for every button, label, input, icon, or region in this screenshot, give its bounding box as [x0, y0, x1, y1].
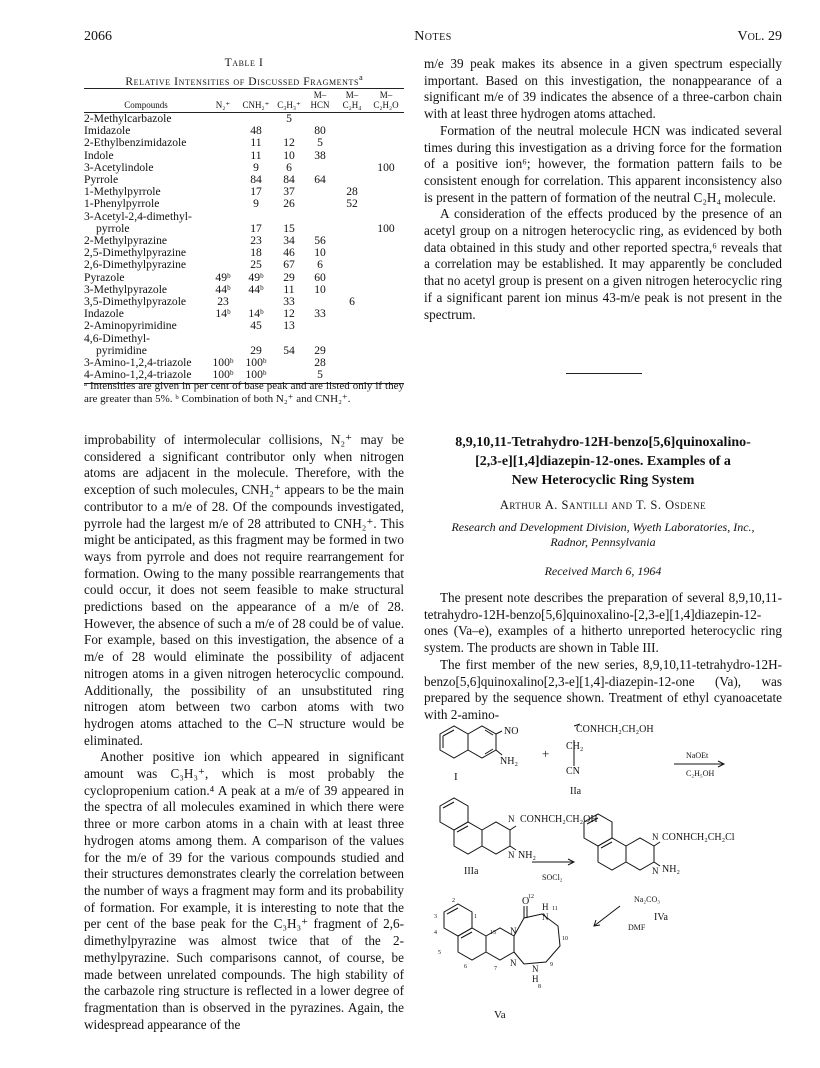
intensity-cell	[238, 211, 274, 223]
svg-text:N: N	[510, 958, 517, 968]
svg-text:8: 8	[538, 984, 541, 990]
compound-name: 2-Aminopyrimidine	[84, 319, 177, 333]
table-header-top: M–	[336, 89, 368, 101]
naphthalene-structure-I	[440, 726, 502, 758]
svg-text:CONHCH₂CH₂OH: CONHCH₂CH₂OH	[520, 814, 598, 825]
intensity-cell	[208, 259, 238, 271]
intensity-cell	[208, 113, 238, 126]
intensity-cell	[368, 345, 404, 357]
intensity-cell: 80	[314, 124, 326, 138]
svg-text:H: H	[532, 974, 539, 984]
intensity-cell: 100ᵇ	[245, 356, 267, 370]
intensity-cell	[368, 125, 404, 137]
intensity-cell: 6	[317, 258, 323, 272]
intensity-cell: 5	[304, 369, 336, 384]
intensity-cell: 49ᵇ	[248, 270, 264, 284]
intensity-cell	[368, 211, 404, 223]
svg-text:6: 6	[464, 964, 467, 970]
article-affiliation: Research and Development Division, Wyeth Laboratories, Inc., Radnor, Pennsylvania	[451, 520, 755, 549]
intensity-cell: 13	[283, 319, 295, 333]
table-row	[84, 150, 404, 162]
intensity-cell	[336, 308, 368, 320]
svg-text:1: 1	[474, 914, 477, 920]
intensity-cell	[274, 211, 304, 223]
intensity-cell: 9	[253, 197, 259, 211]
intensity-cell: 100	[377, 221, 395, 235]
compound-name: Pyrazole	[84, 270, 125, 284]
table-header-top: M–	[304, 89, 336, 101]
svg-text:12: 12	[528, 894, 534, 900]
fragments-table	[84, 88, 404, 384]
paragraph: A consideration of the effects produced by the presence of an acetyl group on a nitrogen heterocyclic ring, as evidenced by both data obtained in this study and other reported spectra,⁶ reveals that a correlation may be established. It may apparently be concluded that no acetyl group is present on a given nitrogen heterocyclic ring if a significant parent ion minus 43-m/e peak is not present in the spectrum.	[424, 206, 782, 322]
intensity-cell: 10	[314, 282, 326, 296]
table-header-cell: Compounds	[84, 101, 208, 113]
compound-name: 3-Methylpyrazole	[84, 282, 168, 296]
left-column-text	[84, 432, 404, 1033]
intensity-cell	[304, 186, 336, 198]
intensity-cell	[368, 150, 404, 162]
intensity-cell: 5	[317, 136, 323, 150]
intensity-cell: 6	[349, 295, 355, 309]
table-row	[84, 320, 404, 332]
intensity-cell: 14ᵇ	[215, 307, 231, 321]
compound-name: 3-Acetyl-2,4-dimethyl-	[84, 209, 192, 223]
compound-name: 2-Methylcarbazole	[84, 112, 172, 125]
table-header-cell: N₂⁺	[208, 101, 238, 113]
intensity-cell	[368, 284, 404, 296]
intensity-cell	[336, 357, 368, 369]
intensity-cell	[208, 186, 238, 198]
intensity-cell: 29	[250, 343, 262, 357]
reaction-scheme	[424, 722, 784, 1062]
intensity-cell: 49ᵇ	[215, 270, 231, 284]
intensity-cell: 11	[283, 282, 295, 296]
table-footnote: ᵃ Intensities are given in per cent of base peak and are listed only if they are greater than 5%. ᵇ Combination of both N₂⁺ and CNH₂⁺.	[84, 380, 404, 405]
paragraph: The first member of the new series, 8,9,10,11-tetrahydro-12H-benzo[5,6]quinoxalino[2,3-e][1,4]-diazepin-12-one (Va), was prepared by the sequence shown. Treatment of ethyl cyanoacetate with 2-amino-	[424, 656, 782, 722]
intensity-cell: 56	[314, 234, 326, 248]
intensity-cell	[336, 247, 368, 259]
table-header-cell: HCN	[304, 101, 336, 113]
compound-name: 1-Methylpyrrole	[84, 185, 161, 199]
intensity-cell	[336, 235, 368, 247]
table-header-cell: CNH₂⁺	[238, 101, 274, 113]
svg-text:NO: NO	[504, 726, 519, 737]
table-header-top	[208, 89, 238, 101]
intensity-cell: 33	[314, 307, 326, 321]
table-row	[84, 296, 404, 308]
table-header-top	[84, 89, 208, 101]
svg-text:N: N	[510, 926, 517, 936]
intensity-cell: 14ᵇ	[248, 307, 264, 321]
paragraph: Formation of the neutral molecule HCN was indicated several times during this investigation as a driving force for the formation of a positive ion⁶; however, the formation pattern fails to be consistent enough for correlation. This apparent inconsistency also is present in the pattern of formation of the neutral C₂H₄ molecule.	[424, 122, 782, 205]
intensity-cell	[304, 198, 336, 210]
svg-text:H: H	[542, 902, 549, 912]
svg-text:NH₂: NH₂	[662, 864, 680, 875]
intensity-cell	[208, 247, 238, 259]
intensity-cell: 84	[250, 173, 262, 187]
intensity-cell: 25	[250, 258, 262, 272]
intensity-cell: 28	[346, 185, 358, 199]
svg-text:SOCl₂: SOCl₂	[542, 873, 563, 882]
intensity-cell: 29	[283, 270, 295, 284]
intensity-cell: 64	[314, 173, 326, 187]
intensity-cell	[336, 162, 368, 174]
intensity-cell: 5	[286, 112, 292, 125]
paragraph: The present note describes the preparation of several 8,9,10,11-tetrahydro-12H-benzo[5,6]quinoxalino-[2,3-e][1,4]diazepin-12-ones (Va–e), examples of a hitherto unreported heterocyclic ring system. The products are shown in Table III.	[424, 590, 782, 656]
intensity-cell: 100	[377, 160, 395, 174]
svg-text:2: 2	[452, 898, 455, 904]
intensity-cell: 48	[250, 124, 262, 138]
right-column-text	[424, 56, 782, 323]
svg-text:CONHCH₂CH₂Cl: CONHCH₂CH₂Cl	[662, 832, 735, 843]
svg-text:IIa: IIa	[570, 786, 582, 797]
compound-name: 4-Amino-1,2,4-triazole	[84, 369, 208, 384]
svg-text:IVa: IVa	[654, 912, 668, 923]
intensity-cell: 52	[346, 197, 358, 211]
intensity-cell: 100ᵇ	[208, 369, 238, 384]
quinoxaline-structure-IIIa	[440, 798, 516, 854]
intensity-cell	[336, 333, 368, 345]
intensity-cell	[208, 162, 238, 174]
table-row	[84, 113, 404, 126]
table-header-top	[274, 89, 304, 101]
svg-text:+: +	[542, 746, 550, 761]
svg-text:N: N	[652, 866, 659, 876]
intensity-cell	[368, 357, 404, 369]
intensity-cell	[368, 259, 404, 271]
svg-text:11: 11	[552, 906, 558, 912]
intensity-cell	[336, 259, 368, 271]
intensity-cell	[336, 345, 368, 357]
compound-name: 2-Methylpyrazine	[84, 234, 168, 248]
intensity-cell: 26	[283, 197, 295, 211]
compound-name: Indole	[84, 148, 114, 162]
compound-name: pyrimidine	[96, 343, 147, 357]
intensity-cell: 12	[283, 136, 295, 150]
svg-text:N: N	[508, 850, 515, 860]
svg-text:I: I	[454, 771, 458, 783]
intensity-cell	[368, 113, 404, 126]
compound-name: 4,6-Dimethyl-	[84, 331, 151, 345]
intensity-cell: 44ᵇ	[248, 282, 264, 296]
compound-name: Pyrrole	[84, 173, 119, 187]
svg-text:Na₂CO₃: Na₂CO₃	[634, 895, 661, 904]
table-header-cell: C₃H₃⁺	[274, 101, 304, 113]
svg-text:C₂H₅OH: C₂H₅OH	[686, 769, 715, 778]
received-date: Received March 6, 1964	[544, 564, 662, 578]
svg-text:13: 13	[490, 930, 496, 936]
article-title: 8,9,10,11-Tetrahydro-12H-benzo[5,6]quinoxalino- [2,3-e][1,4]diazepin-12-ones. Examples of a New Heterocyclic Ring System	[455, 435, 751, 488]
svg-text:CONHCH₂CH₂OH: CONHCH₂CH₂OH	[576, 724, 654, 735]
table-row	[84, 137, 404, 149]
intensity-cell	[208, 223, 238, 235]
intensity-cell: 45	[250, 319, 262, 333]
intensity-cell: 17	[250, 185, 262, 199]
intensity-cell	[368, 333, 404, 345]
intensity-cell	[368, 247, 404, 259]
intensity-cell	[208, 235, 238, 247]
table-caption: Relative Intensities of Discussed Fragments$^a$	[125, 73, 363, 88]
intensity-cell: 11	[250, 136, 262, 150]
table-row	[84, 198, 404, 210]
intensity-cell	[304, 320, 336, 332]
table-number: Table I	[224, 57, 264, 69]
compound-name: 3-Amino-1,2,4-triazole	[84, 356, 192, 370]
section-title: Notes	[414, 29, 452, 44]
table-row	[84, 162, 404, 174]
intensity-cell	[368, 308, 404, 320]
compound-name: 3-Acetylindole	[84, 160, 154, 174]
compound-name: 2,5-Dimethylpyrazine	[84, 246, 187, 260]
compound-name: 2-Ethylbenzimidazole	[84, 136, 187, 150]
svg-text:DMF: DMF	[628, 923, 646, 932]
svg-text:CN: CN	[566, 766, 580, 777]
paragraph: Another positive ion which appeared in significant amount was C₃H₃⁺, which is most probably the cyclopropenium cation.⁴ A peak at a m/e of 39 appeared in the spectra of all molecules examined in which there were three or more carbon atoms in a chain with at least three hydrogen atoms among them. A comparison of the values for the m/e of 39 for the various compounds studied and their structures demonstrates clearly the correlation between the number of ways a fragment may form and its probability of formation. For example, it is interesting to note that the per cent of the base peak for the C₃H₃⁺ fragment of 2,6-dimethylpyrazine was almost twice that of the 2-methylpyrazine. Such comparisons cannot, of course, be made between unrelated compounds. The high stability of the carbazole ring structure is reflected in a lower degree of fragmentation than is observed in the pyrazines. Again, the widespread appearance of the	[84, 749, 404, 1032]
svg-text:NH₂: NH₂	[518, 850, 536, 861]
intensity-cell	[368, 235, 404, 247]
intensity-cell	[336, 150, 368, 162]
intensity-cell	[368, 320, 404, 332]
intensity-cell	[368, 137, 404, 149]
intensity-cell	[208, 174, 238, 186]
svg-text:7: 7	[494, 966, 497, 972]
intensity-cell	[208, 125, 238, 137]
paragraph: m/e 39 peak makes its absence in a given spectrum especially important. Based on this investigation, the nonappearance of a significant m/e of 39 indicates the absence of a three-carbon chain with at least three hydrogen atoms attached.	[424, 56, 782, 122]
svg-text:4: 4	[434, 930, 437, 936]
running-header	[84, 29, 782, 47]
intensity-cell: 100ᵇ	[238, 369, 274, 384]
svg-text:O: O	[522, 896, 530, 907]
intensity-cell	[336, 137, 368, 149]
intensity-cell: 60	[314, 270, 326, 284]
intensity-cell: 54	[283, 343, 295, 357]
intensity-cell: 10	[314, 246, 326, 260]
svg-text:IIIa: IIIa	[464, 866, 479, 877]
intensity-cell: 38	[314, 148, 326, 162]
svg-text:10: 10	[562, 936, 568, 942]
intensity-cell	[274, 357, 304, 369]
intensity-cell	[336, 113, 368, 126]
svg-text:NH₂: NH₂	[500, 756, 518, 767]
intensity-cell: 6	[286, 160, 292, 174]
intensity-cell	[368, 186, 404, 198]
intensity-cell: 29	[314, 343, 326, 357]
table-row	[84, 272, 404, 284]
intensity-cell	[304, 211, 336, 223]
intensity-cell: 10	[283, 148, 295, 162]
intensity-cell	[368, 198, 404, 210]
svg-text:NaOEt: NaOEt	[686, 751, 709, 760]
intensity-cell: 9	[253, 160, 259, 174]
table-header-top: M–	[368, 89, 404, 101]
intensity-cell: 37	[283, 185, 295, 199]
intensity-cell	[336, 272, 368, 284]
volume-label: Vol. 29	[737, 29, 782, 44]
intensity-cell	[368, 272, 404, 284]
intensity-cell	[208, 150, 238, 162]
table-row	[84, 259, 404, 271]
svg-text:N: N	[532, 964, 539, 974]
compound-name: 1-Phenylpyrrole	[84, 197, 160, 211]
intensity-cell	[208, 333, 238, 345]
svg-text:3: 3	[434, 914, 437, 920]
intensity-cell	[208, 211, 238, 223]
intensity-cell	[368, 296, 404, 308]
intensity-cell: 44ᵇ	[215, 282, 231, 296]
intensity-cell: 23	[217, 295, 229, 309]
intensity-cell: 34	[283, 234, 295, 248]
table-header-top	[238, 89, 274, 101]
compound-name: 2,6-Dimethylpyrazine	[84, 258, 187, 272]
svg-text:N: N	[652, 832, 659, 842]
svg-text:9: 9	[550, 962, 553, 968]
intensity-cell	[336, 320, 368, 332]
table-row	[84, 211, 404, 223]
intensity-cell: 15	[283, 221, 295, 235]
svg-text:CH₂: CH₂	[566, 741, 584, 752]
intensity-cell: 84	[283, 173, 295, 187]
compound-name: Indazole	[84, 307, 124, 321]
intensity-cell	[368, 174, 404, 186]
table-header-cell: C₂H₄	[336, 101, 368, 113]
section-divider	[566, 373, 642, 374]
intensity-cell	[336, 223, 368, 235]
intensity-cell: 23	[250, 234, 262, 248]
page-number: 2066	[84, 29, 112, 44]
intensity-cell	[208, 137, 238, 149]
intensity-cell	[208, 198, 238, 210]
article-body-text	[424, 590, 782, 724]
compound-name: Imidazole	[84, 124, 131, 138]
intensity-cell: 28	[314, 356, 326, 370]
compound-name: 3,5-Dimethylpyrazole	[84, 295, 187, 309]
svg-text:Va: Va	[494, 1009, 506, 1021]
article-authors: Arthur A. Santilli and T. S. Osdene	[499, 498, 707, 512]
intensity-cell: 46	[283, 246, 295, 260]
intensity-cell: 100ᵇ	[212, 356, 234, 370]
compound-name: pyrrole	[96, 221, 130, 235]
intensity-cell	[336, 211, 368, 223]
svg-text:N: N	[542, 912, 549, 922]
paragraph: improbability of intermolecular collisions, N₂⁺ may be considered a significant contributor only when nitrogen atoms are adjacent in the molecule. Therefore, with the exception of such molecules, CNH₂⁺ appears to be the main contributor to a m/e of 28. Of the compounds investigated, pyrrole had the largest m/e of 28 attributed to CNH₂⁺. This might be anticipated, as this fragment may be formed in two ways from pyrrole and does not require rearrangement for formation. Owing to the many possible rearrangements that could occur, it does not seem feasible to make structural predictions based on the appearance of a m/e of 28. However, the absence of such a m/e of 28 could be of value. For example, based on this investigation, the absence of a m/e of 28 would eliminate the possibility of adjacent nitrogen atoms in a given nitrogen heterocyclic compound. Additionally, the possibility of an unsubstituted ring nitrogen atom between two carbon atoms with two hydrogen atoms attached to the C–N structure would be eliminated.	[84, 432, 404, 748]
intensity-cell: 67	[283, 258, 295, 272]
intensity-cell: 18	[250, 246, 262, 260]
table-header-cell: C₂H₂O	[368, 101, 404, 113]
intensity-cell: 17	[250, 221, 262, 235]
svg-text:5: 5	[438, 950, 441, 956]
intensity-cell	[336, 125, 368, 137]
svg-text:N: N	[508, 814, 515, 824]
intensity-cell: 12	[283, 307, 295, 321]
intensity-cell	[208, 320, 238, 332]
intensity-cell: 33	[283, 295, 295, 309]
intensity-cell: 11	[250, 148, 262, 162]
